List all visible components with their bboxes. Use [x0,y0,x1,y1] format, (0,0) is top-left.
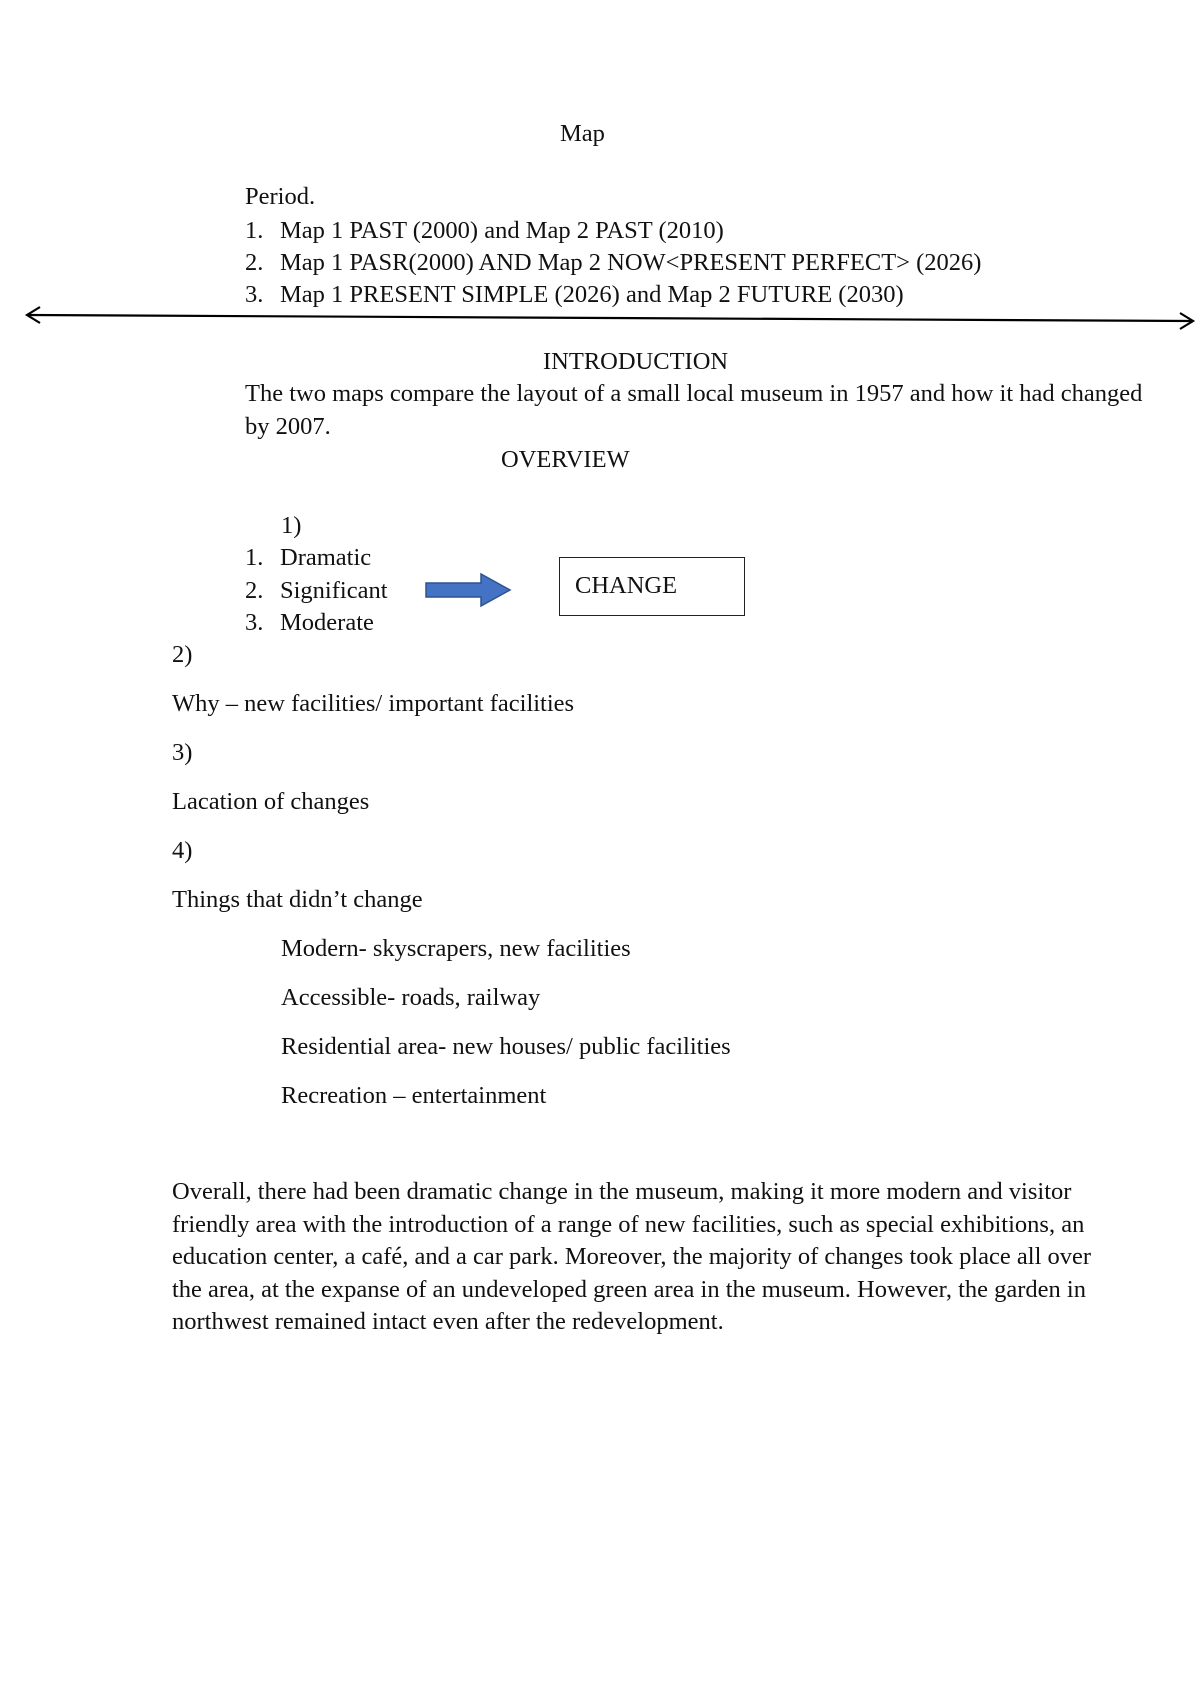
period-heading: Period. [245,183,316,210]
page-title: Map [560,120,605,147]
overview-summary: Overall, there had been dramatic change in the museum, making it more modern and visitor friendly area with the introduction of a range of new facilities, such as special exhibitions, an education center, a café, and a car park. Moreover, the majority of changes took place all over the area, at the expanse of an undeveloped green area in the museum. However, the garden in northwest remained intact even after the redevelopment. [172,1178,1092,1335]
category-item: Accessible- roads, railway [281,984,541,1011]
overview-point-text: Lacation of changes [172,788,370,815]
list-marker: 2. [245,577,264,604]
overview-point-marker: 1) [281,512,302,539]
category-item: Recreation – entertainment [281,1082,547,1109]
overview-point-text: Things that didn’t change [172,886,423,913]
change-box [559,557,745,616]
double-arrow-divider [0,0,1200,340]
list-marker: 3. [245,281,264,308]
overview-point-marker: 3) [172,739,193,766]
degree-item [245,611,374,636]
overview-heading: OVERVIEW [501,446,630,473]
overview-point-marker: 2) [172,641,193,668]
arrow-shape [426,574,510,606]
list-marker: 1. [245,544,264,571]
degree-item [245,579,388,604]
degree-item-text: Dramatic [280,544,372,571]
introduction-heading: INTRODUCTION [543,348,729,375]
list-marker: 1. [245,217,264,244]
divider-line [28,315,1192,321]
category-item: Modern- skyscrapers, new facilities [281,935,631,962]
category-item: Residential area- new houses/ public facilities [281,1033,731,1060]
right-arrow-icon [424,571,514,611]
degree-item [245,546,371,571]
change-label: CHANGE [575,572,678,599]
period-item-text: Map 1 PASR(2000) AND Map 2 NOW<PRESENT PERFECT> (2026) [280,249,982,276]
introduction-text: The two maps compare the layout of a small local museum in 1957 and how it had changed by 2007. [245,380,1143,440]
degree-item-text: Moderate [280,609,374,636]
period-item-text: Map 1 PRESENT SIMPLE (2026) and Map 2 FUTURE (2030) [280,281,904,308]
overview-point-text: Why – new facilities/ important facilities [172,690,575,717]
period-item-text: Map 1 PAST (2000) and Map 2 PAST (2010) [280,217,724,244]
degree-item-text: Significant [280,577,388,604]
overview-point-marker: 4) [172,837,193,864]
list-marker: 2. [245,249,264,276]
list-marker: 3. [245,609,264,636]
